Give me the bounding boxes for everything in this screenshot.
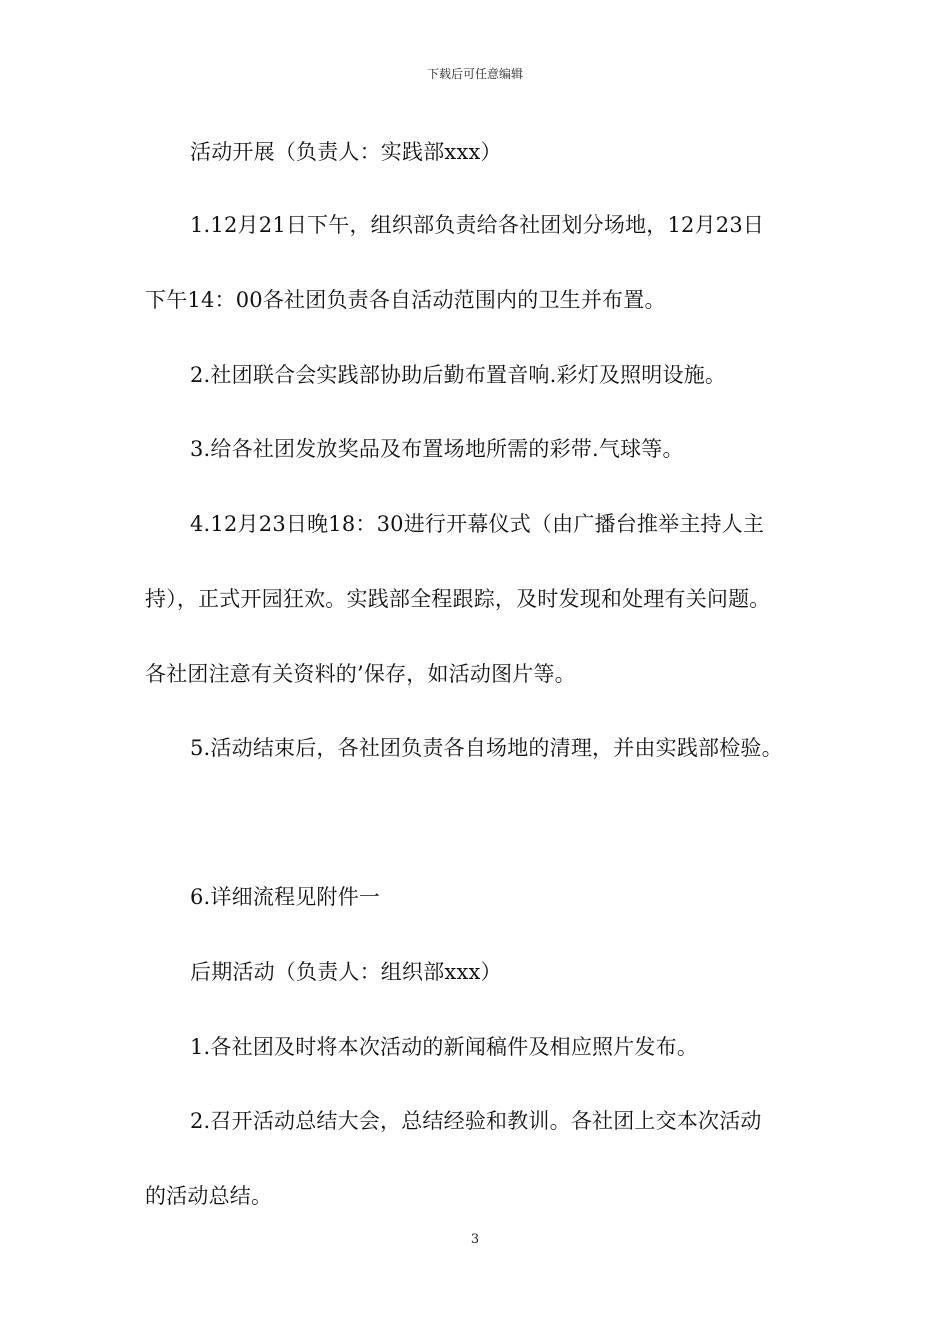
page-header: 下载后可任意编辑 xyxy=(426,67,523,81)
paragraph-line: 6.详细流程见附件一 xyxy=(190,885,381,909)
section-heading-activity: 活动开展（负责人：实践部xxx） xyxy=(190,140,502,164)
paragraph-line: 2.召开活动总结大会，总结经验和教训。各社团上交本次活动 xyxy=(190,1109,762,1133)
paragraph-line: 下午14：00各社团负责各自活动范围内的卫生并布置。 xyxy=(145,288,666,312)
paragraph-line: 的活动总结。 xyxy=(145,1184,273,1208)
paragraph-line: 1.12月21日下午，组织部负责给各社团划分场地，12月23日 xyxy=(190,213,765,237)
paragraph-line: 4.12月23日晚18：30进行开幕仪式（由广播台推举主持人主 xyxy=(190,512,765,536)
paragraph-line: 3.给各社团发放奖品及布置场地所需的彩带.气球等。 xyxy=(190,437,684,461)
page-number: 3 xyxy=(470,1232,480,1247)
paragraph-line: 各社团注意有关资料的’保存，如活动图片等。 xyxy=(145,662,576,686)
paragraph-line: 1.各社团及时将本次活动的新闻稿件及相应照片发布。 xyxy=(190,1035,699,1059)
paragraph-line: 5.活动结束后，各社团负责各自场地的清理，并由实践部检验。 xyxy=(190,736,783,760)
paragraph-line: 2.社团联合会实践部协助后勤布置音响.彩灯及照明设施。 xyxy=(190,363,727,387)
section-heading-post-activity: 后期活动（负责人：组织部xxx） xyxy=(190,960,502,984)
paragraph-line: 持），正式开园狂欢。实践部全程跟踪，及时发现和处理有关问题。 xyxy=(145,587,771,611)
